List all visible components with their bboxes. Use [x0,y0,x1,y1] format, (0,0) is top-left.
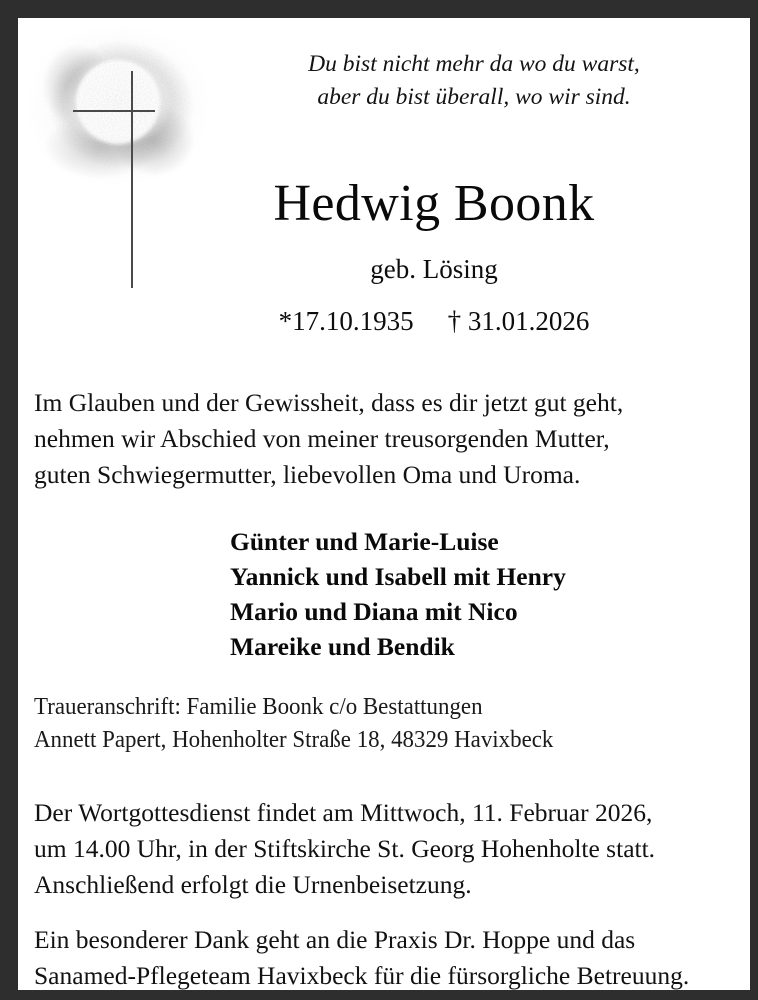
intro-line-3: guten Schwiegermutter, liebevollen Oma und Uroma. [34,460,581,489]
address-line-1: Traueranschrift: Familie Boonk c/o Bestattungen [34,694,483,720]
grain-texture [28,28,208,188]
life-dates [138,304,730,338]
quote-line-1: Du bist nicht mehr da wo du warst, [308,51,640,77]
family-member-line: Günter und Marie-Luise [230,527,499,556]
birth-date: 17.10.1935 [292,306,414,336]
notice-paper [18,18,750,990]
deceased-name: Hedwig Boonk [273,175,595,232]
intro-line-2: nehmen wir Abschied von meiner treusorgenden Mutter, [34,424,610,453]
service-line-1: Der Wortgottesdienst findet am Mittwoch, 11. Februar 2026, [34,798,653,827]
family-member-line: Yannick und Isabell mit Henry [230,562,566,591]
service-details [34,795,734,903]
quote-line-2: aber du bist überall, wo wir sind. [317,84,631,110]
address-line-2: Annett Papert, Hohenholter Straße 18, 48329 Havixbeck [34,727,554,753]
birth-symbol: * [278,306,293,336]
death-symbol: † [447,306,462,336]
family-members-list [230,524,710,664]
cross-vertical-bar [131,71,133,288]
family-member-line: Mareike und Bendik [230,632,455,661]
thanks-line-1: Ein besonderer Dank geht an die Praxis Dr. Hoppe und das [34,925,636,954]
death-date: 31.01.2026 [467,306,590,336]
thanks-line-2: Sanamed-Pflegeteam Havixbeck für die fürsorgliche Betreuung. [34,961,690,990]
cross-horizontal-bar [73,110,155,112]
service-line-3: Anschließend erfolgt die Urnenbeisetzung. [34,870,472,899]
intro-line-1: Im Glauben und der Gewissheit, dass es dir jetzt gut geht, [34,388,624,417]
service-line-2: um 14.00 Uhr, in der Stiftskirche St. Georg Hohenholte statt. [34,834,656,863]
thanks-paragraph [34,922,734,990]
mourning-address [34,691,706,757]
deceased-maiden-name: geb. Lösing [370,254,498,284]
family-member-line: Mario und Diana mit Nico [230,597,518,626]
memorial-quote [218,48,730,114]
intro-paragraph [34,385,734,493]
